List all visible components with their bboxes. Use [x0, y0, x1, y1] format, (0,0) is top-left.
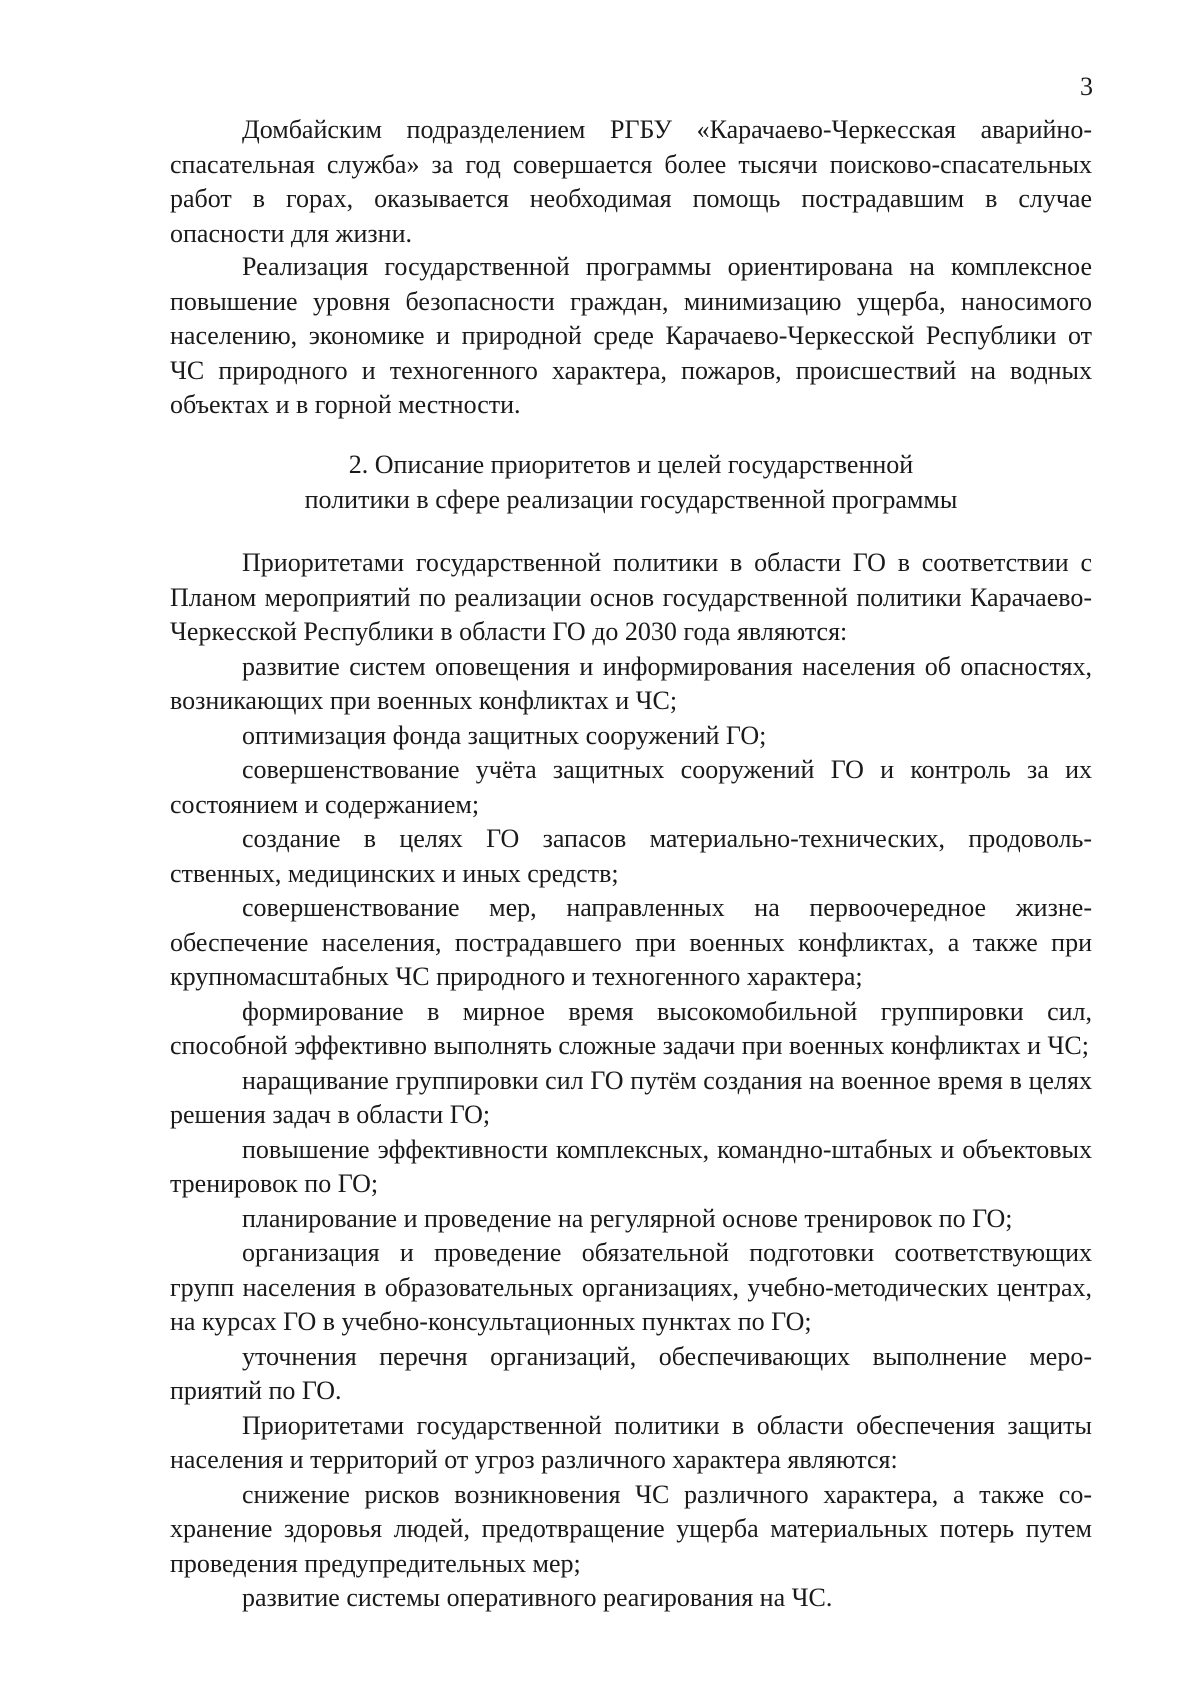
list-item: создание в целях ГО запасов материально-технических, продовольственных, медицинских и иных средств; [170, 824, 1092, 888]
intro-text-block [170, 113, 1092, 251]
paragraph: Приоритетами государственной политики в области обеспечения защиты населения и территорий от угроз различного характера являются: [170, 1410, 1092, 1474]
intro-text-block [170, 250, 1092, 423]
list-item: организация и проведение обязательной подготовки соответствующих групп населения в образовательных организациях, учебно-методических центрах, на курсах ГО в учебно-консультационных пунктах по ГО; [170, 1238, 1092, 1336]
priorities-text-block [170, 546, 1092, 1616]
list-item: уточнения перечня организаций, обеспечивающих выполнение мероприятий по ГО. [170, 1341, 1092, 1405]
section-heading-line: 2. Описание приоритетов и целей государственной [348, 450, 914, 479]
list-item: совершенствование учёта защитных сооружений ГО и контроль за их состоянием и содержанием; [170, 755, 1092, 819]
paragraph: Реализация государственной программы ориентирована на комплексное повышение уровня безопасности граждан, минимизацию ущерба, наносимого населению, экономике и природной среде Карачаево-Черкесской Республики от ЧС природного и техногенного характера, пожаров, происшествий на водных объектах и в горной местности. [170, 252, 1092, 419]
section-heading [170, 448, 1092, 517]
list-item: планирование и проведение на регулярной основе тренировок по ГО; [242, 1203, 1013, 1233]
list-item: совершенствование мер, направленных на первоочередное жизнеобеспечение населения, пострадавшего при военных конфликтах, а также при крупномасштабных ЧС природного и техногенного характера; [170, 893, 1092, 991]
list-item: оптимизация фонда защитных сооружений ГО; [242, 720, 767, 750]
list-item: развитие системы оперативного реагирования на ЧС. [242, 1583, 833, 1612]
list-item: повышение эффективности комплексных, командно-штабных и объектовых тренировок по ГО; [170, 1134, 1092, 1198]
list-item: снижение рисков возникновения ЧС различного характера, а также сохранение здоровья людей, предотвращение ущерба материальных потерь путем проведения предупредительных мер; [170, 1479, 1092, 1578]
list-item: формирование в мирное время высокомобильной группировки сил, способной эффективно выполнять сложные задачи при военных конфликтах и ЧС; [170, 996, 1092, 1060]
page-number: 3 [1080, 72, 1093, 101]
section-heading-line: политики в сфере реализации государственной программы [304, 484, 958, 514]
paragraph: Домбайским подразделением РГБУ «Карачаево-Черкесская аварийно-спасательная служба» за год совершается более тысячи поисково-спасательных работ в горах, оказывается необходимая помощь пострадавшим в случае опасности для жизни. [170, 115, 1092, 248]
paragraph: Приоритетами государственной политики в области ГО в соответствии с Планом мероприятий по реализации основ государственной политики Карачаево-Черкесской Республики в области ГО до 2030 года являются: [170, 548, 1092, 646]
list-item: развитие систем оповещения и информирования населения об опасностях, возникающих при военных конфликтах и ЧС; [170, 651, 1092, 715]
list-item: наращивание группировки сил ГО путём создания на военное время в целях решения задач в области ГО; [170, 1065, 1092, 1129]
